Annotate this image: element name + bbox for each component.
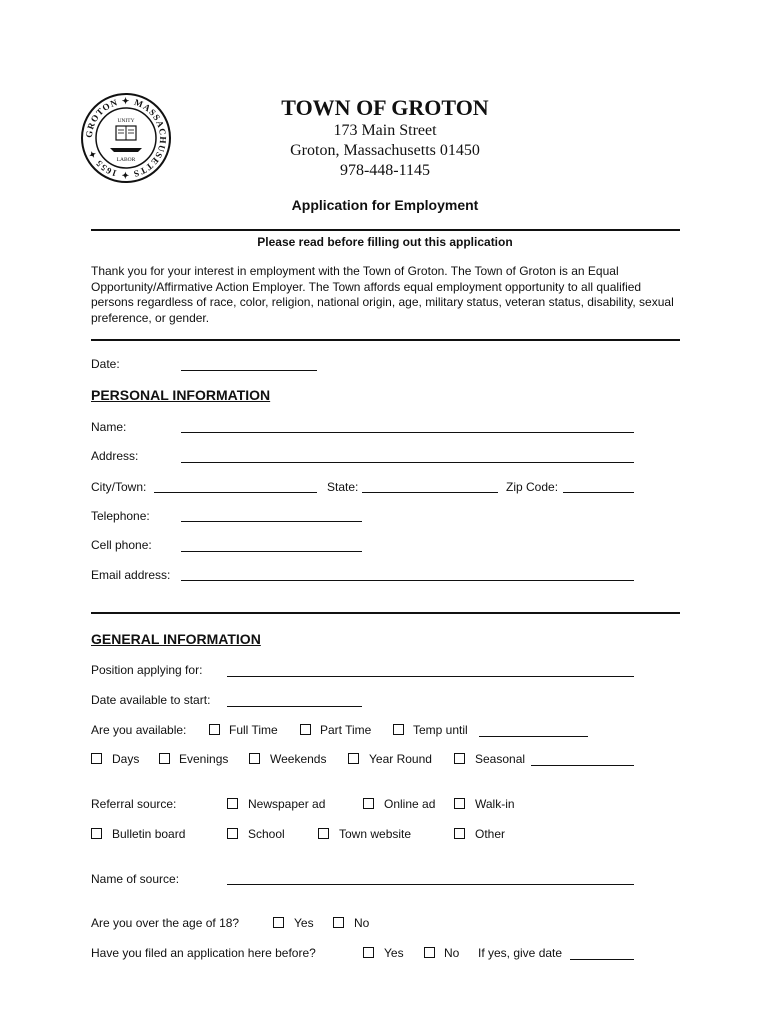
document-title: Application for Employment (291, 197, 479, 213)
state-field[interactable] (362, 492, 498, 493)
notice-divider (91, 339, 680, 341)
temp-until-field[interactable] (479, 736, 588, 737)
zip-field[interactable] (563, 492, 634, 493)
cell-phone-label: Cell phone: (91, 538, 152, 552)
address-field[interactable] (181, 462, 634, 463)
newspaper-ad-checkbox[interactable] (227, 798, 238, 809)
seasonal-label: Seasonal (475, 752, 526, 766)
header-divider (91, 229, 680, 231)
town-title: TOWN OF GROTON (281, 95, 489, 120)
seasonal-checkbox[interactable] (454, 753, 465, 764)
newspaper-ad-label: Newspaper ad (248, 797, 326, 811)
evenings-label: Evenings (179, 752, 229, 766)
year-round-label: Year Round (369, 752, 432, 766)
general-info-heading: GENERAL INFORMATION (91, 631, 261, 647)
online-ad-label: Online ad (384, 797, 436, 811)
svg-text:UNITY: UNITY (117, 118, 135, 124)
telephone-field[interactable] (181, 521, 362, 522)
days-checkbox[interactable] (91, 753, 102, 764)
year-round-checkbox[interactable] (348, 753, 359, 764)
email-field[interactable] (181, 580, 634, 581)
other-label: Other (475, 827, 506, 841)
filed-before-yes-checkbox[interactable] (363, 947, 374, 958)
personal-info-heading: PERSONAL INFORMATION (91, 387, 271, 403)
weekends-label: Weekends (270, 752, 327, 766)
town-phone: 978-448-1145 (339, 162, 431, 179)
city-label: City/Town: (91, 480, 147, 494)
name-field[interactable] (181, 432, 634, 433)
zip-label: Zip Code: (506, 480, 559, 494)
town-website-label: Town website (339, 827, 412, 841)
availability-label: Are you available: (91, 723, 187, 737)
online-ad-checkbox[interactable] (363, 798, 374, 809)
bulletin-board-checkbox[interactable] (91, 828, 102, 839)
svg-text:LABOR: LABOR (116, 157, 136, 163)
over-18-no-label: No (354, 916, 370, 930)
personal-divider (91, 612, 680, 614)
if-yes-date-label: If yes, give date (478, 946, 563, 960)
town-address-street: 173 Main Street (333, 122, 437, 139)
cell-phone-field[interactable] (181, 551, 362, 552)
address-label: Address: (91, 449, 139, 463)
state-label: State: (327, 480, 359, 494)
school-checkbox[interactable] (227, 828, 238, 839)
school-label: School (248, 827, 285, 841)
over-18-yes-label: Yes (294, 916, 314, 930)
filed-before-no-label: No (444, 946, 460, 960)
name-of-source-field[interactable] (227, 884, 634, 885)
walk-in-label: Walk-in (475, 797, 515, 811)
part-time-label: Part Time (320, 723, 372, 737)
referral-source-label: Referral source: (91, 797, 177, 811)
evenings-checkbox[interactable] (159, 753, 170, 764)
over-18-yes-checkbox[interactable] (273, 917, 284, 928)
date-label: Date: (91, 357, 120, 371)
over-18-no-checkbox[interactable] (333, 917, 344, 928)
notice-heading: Please read before filling out this application (257, 235, 513, 249)
name-of-source-label: Name of source: (91, 872, 180, 886)
email-label: Email address: (91, 568, 171, 582)
telephone-label: Telephone: (91, 509, 150, 523)
town-website-checkbox[interactable] (318, 828, 329, 839)
temp-until-label: Temp until (413, 723, 468, 737)
other-checkbox[interactable] (454, 828, 465, 839)
days-label: Days (112, 752, 140, 766)
walk-in-checkbox[interactable] (454, 798, 465, 809)
seasonal-field[interactable] (531, 765, 634, 766)
weekends-checkbox[interactable] (249, 753, 260, 764)
filed-before-no-checkbox[interactable] (424, 947, 435, 958)
name-label: Name: (91, 420, 127, 434)
part-time-checkbox[interactable] (300, 724, 311, 735)
position-label: Position applying for: (91, 663, 203, 677)
over-18-label: Are you over the age of 18? (91, 916, 240, 930)
svg-text:GROTON ✦ MASSACHUSETTS ✦ 1655: GROTON ✦ MASSACHUSETTS ✦ 1655 ✦ (83, 95, 169, 181)
date-field[interactable] (181, 370, 317, 371)
town-address-city: Groton, Massachusetts 01450 (290, 142, 480, 159)
date-available-label: Date available to start: (91, 693, 211, 707)
full-time-label: Full Time (229, 723, 278, 737)
if-yes-date-field[interactable] (570, 959, 634, 960)
city-field[interactable] (154, 492, 317, 493)
filed-before-yes-label: Yes (384, 946, 404, 960)
date-available-field[interactable] (227, 706, 362, 707)
bulletin-board-label: Bulletin board (112, 827, 186, 841)
position-field[interactable] (227, 676, 634, 677)
temp-until-checkbox[interactable] (393, 724, 404, 735)
filed-before-label: Have you filed an application here before? (91, 946, 316, 960)
full-time-checkbox[interactable] (209, 724, 220, 735)
notice-body: Thank you for your interest in employment with the Town of Groton. The Town of Groton is an Equal Opportunity/Affirmative Action Employer. The Town affords equal employment opportunity to all qualified persons regardless of race, color, religion, national origin, age, military status, veteran status, disability, sexual preference, or gender. (91, 264, 674, 325)
